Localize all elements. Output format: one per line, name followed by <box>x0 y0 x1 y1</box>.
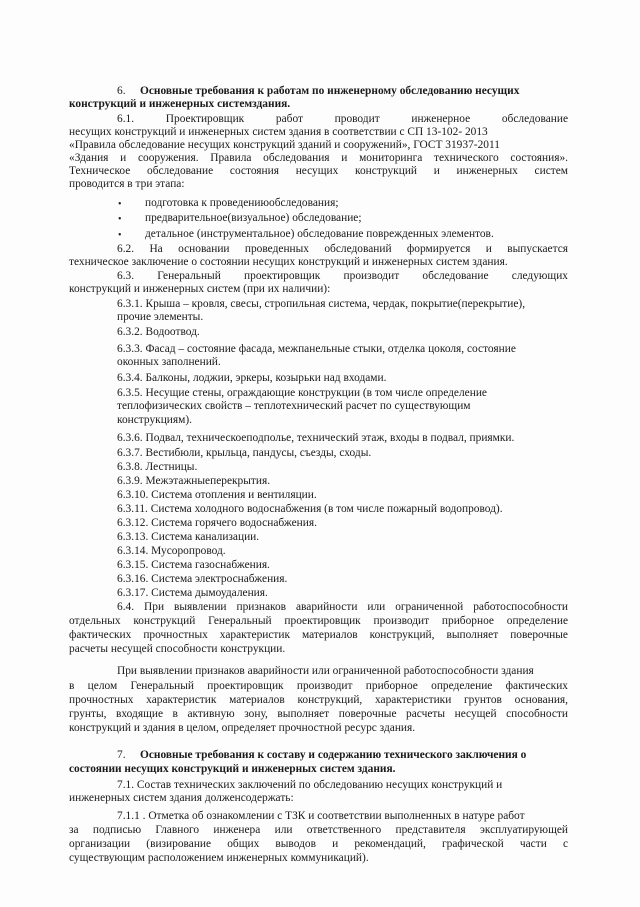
inspection-item: 6.3.11. Система холодного водоснабжения (в том числе пожарный водопровод). <box>117 503 503 515</box>
inspection-item: 6.3.7. Вестибюли, крыльца, пандусы, съезды, сходы. <box>117 447 372 459</box>
bullet-icon: • <box>118 214 122 225</box>
inspection-item: конструкциям). <box>117 414 192 426</box>
section-7-number: 7. <box>117 749 126 761</box>
inspection-item: 6.3.9. Межэтажныеперекрытия. <box>117 475 271 487</box>
paragraph-7-1-line: инженерных систем здания долженсодержать: <box>69 792 294 804</box>
inspection-item: 6.3.8. Лестницы. <box>117 461 198 473</box>
section-6-heading-line-2: конструкций и инженерных системздания. <box>69 98 291 110</box>
paragraph-7-1-1-line: за подписью Главного инженера или ответственного представителя эксплуатирующей <box>69 824 568 836</box>
paragraph-6-4-line: расчеты несущей способности конструкции. <box>69 643 286 655</box>
section-6-number: 6. <box>117 85 126 97</box>
inspection-item: 6.3.3. Фасад – состояние фасада, межпанельные стыки, отделка цоколя, состояние <box>117 343 516 355</box>
inspection-item: 6.3.2. Водоотвод. <box>117 326 200 338</box>
paragraph-extra-line: При выявлении признаков аварийности или ограниченной работоспособности здания <box>117 665 534 677</box>
section-7-heading-line-1: Основные требования к составу и содержанию технического заключения о <box>140 749 527 761</box>
paragraph-6-2-line: 6.2. На основании проведенных обследований формируется и выпускается <box>117 243 568 255</box>
paragraph-6-3-line: конструкций и инженерных систем (при их наличии): <box>69 283 331 295</box>
paragraph-6-2-line: техническое заключение о состоянии несущих конструкций и инженерных систем здания. <box>69 256 508 268</box>
paragraph-6-4-line: 6.4. При выявлении признаков аварийности или ограниченной работоспособности <box>117 601 568 613</box>
paragraph-6-1-line: «Правила обследование несущих конструкций зданий и сооружений», ГОСТ 31937-2011 <box>69 139 500 151</box>
paragraph-extra-line: конструкций и здания в целом, определяет прочностной ресурс здания. <box>69 722 416 734</box>
paragraph-extra-line: в целом Генеральный проектировщик производит приборное определение фактических <box>69 680 568 692</box>
paragraph-7-1-1-line: организации (визирование общих выводов и рекомендаций, графической части с <box>69 838 568 850</box>
inspection-item: 6.3.6. Подвал, техническоеподполье, технический этаж, входы в подвал, приямки. <box>117 432 515 444</box>
paragraph-extra-line: грунты, входящие в активную зону, выполняет поверочные расчеты несущей способности <box>69 708 568 720</box>
paragraph-6-4-line: фактических прочностных характеристик материалов конструкций, выполняет поверочные <box>69 629 568 641</box>
stage-item: подготовка к проведениюобследования; <box>145 197 339 209</box>
inspection-item: прочие элементы. <box>117 311 204 323</box>
paragraph-6-1-line: проводится в три этапа: <box>69 178 185 190</box>
stage-item: детальное (инструментальное) обследование поврежденных элементов. <box>145 228 494 240</box>
inspection-item: 6.3.17. Система дымоудаления. <box>117 587 268 599</box>
inspection-item: 6.3.4. Балконы, лоджии, эркеры, козырьки над входами. <box>117 372 387 384</box>
inspection-item: 6.3.12. Система горячего водоснабжения. <box>117 517 317 529</box>
bullet-icon: • <box>118 230 122 241</box>
inspection-item: оконных заполнений. <box>117 356 221 368</box>
paragraph-extra-line: прочностных характеристик материалов конструкций, характеристики грунтов основания, <box>69 694 568 706</box>
inspection-item: 6.3.15. Система газоснабжения. <box>117 559 270 571</box>
paragraph-6-3-line: 6.3. Генеральный проектировщик производит обследование следующих <box>117 270 568 282</box>
section-7-heading-line-2: состоянии несущих конструкций и инженерных систем здания. <box>69 763 396 775</box>
stage-item: предварительное(визуальное) обследование; <box>145 212 362 224</box>
paragraph-6-1-line: Техническое обследование состояния несущих конструкций и инженерных систем <box>69 165 568 177</box>
bullet-icon: • <box>118 199 122 210</box>
inspection-item: 6.3.5. Несущие стены, ограждающие конструкции (в том числе определение <box>117 387 487 399</box>
paragraph-6-4-line: отдельных конструкций Генеральный проектировщик производит приборное определение <box>69 615 568 627</box>
paragraph-7-1-1-line: существующим расположением инженерных коммуникаций). <box>69 852 369 864</box>
inspection-item: 6.3.1. Крыша – кровля, свесы, стропильная система, чердак, покрытие(перекрытие), <box>117 298 526 310</box>
paragraph-6-1-line: «Здания и сооружения. Правила обследования и мониторинга технического состояния». <box>69 152 568 164</box>
inspection-item: 6.3.14. Мусоропровод. <box>117 545 226 557</box>
inspection-item: 6.3.10. Система отопления и вентиляции. <box>117 489 317 501</box>
section-6-heading-line-1: Основные требования к работам по инженерному обследованию несущих <box>140 85 520 97</box>
inspection-item: 6.3.16. Система электроснабжения. <box>117 573 288 585</box>
paragraph-7-1-line: 7.1. Состав технических заключений по обследованию несущих конструкций и <box>117 779 503 791</box>
paragraph-6-1-line: несущих конструкций и инженерных систем здания в соответствии с СП 13-102- 2013 <box>69 126 488 138</box>
paragraph-7-1-1-line: 7.1.1 . Отметка об ознакомлении с ТЗК и соответствии выполненных в натуре работ <box>117 810 525 822</box>
inspection-item: 6.3.13. Система канализации. <box>117 531 260 543</box>
inspection-item: теплофизических свойств – теплотехнический расчет по существующим <box>117 400 471 412</box>
paragraph-6-1-line: 6.1. Проектировщик работ проводит инженерное обследование <box>117 113 568 125</box>
